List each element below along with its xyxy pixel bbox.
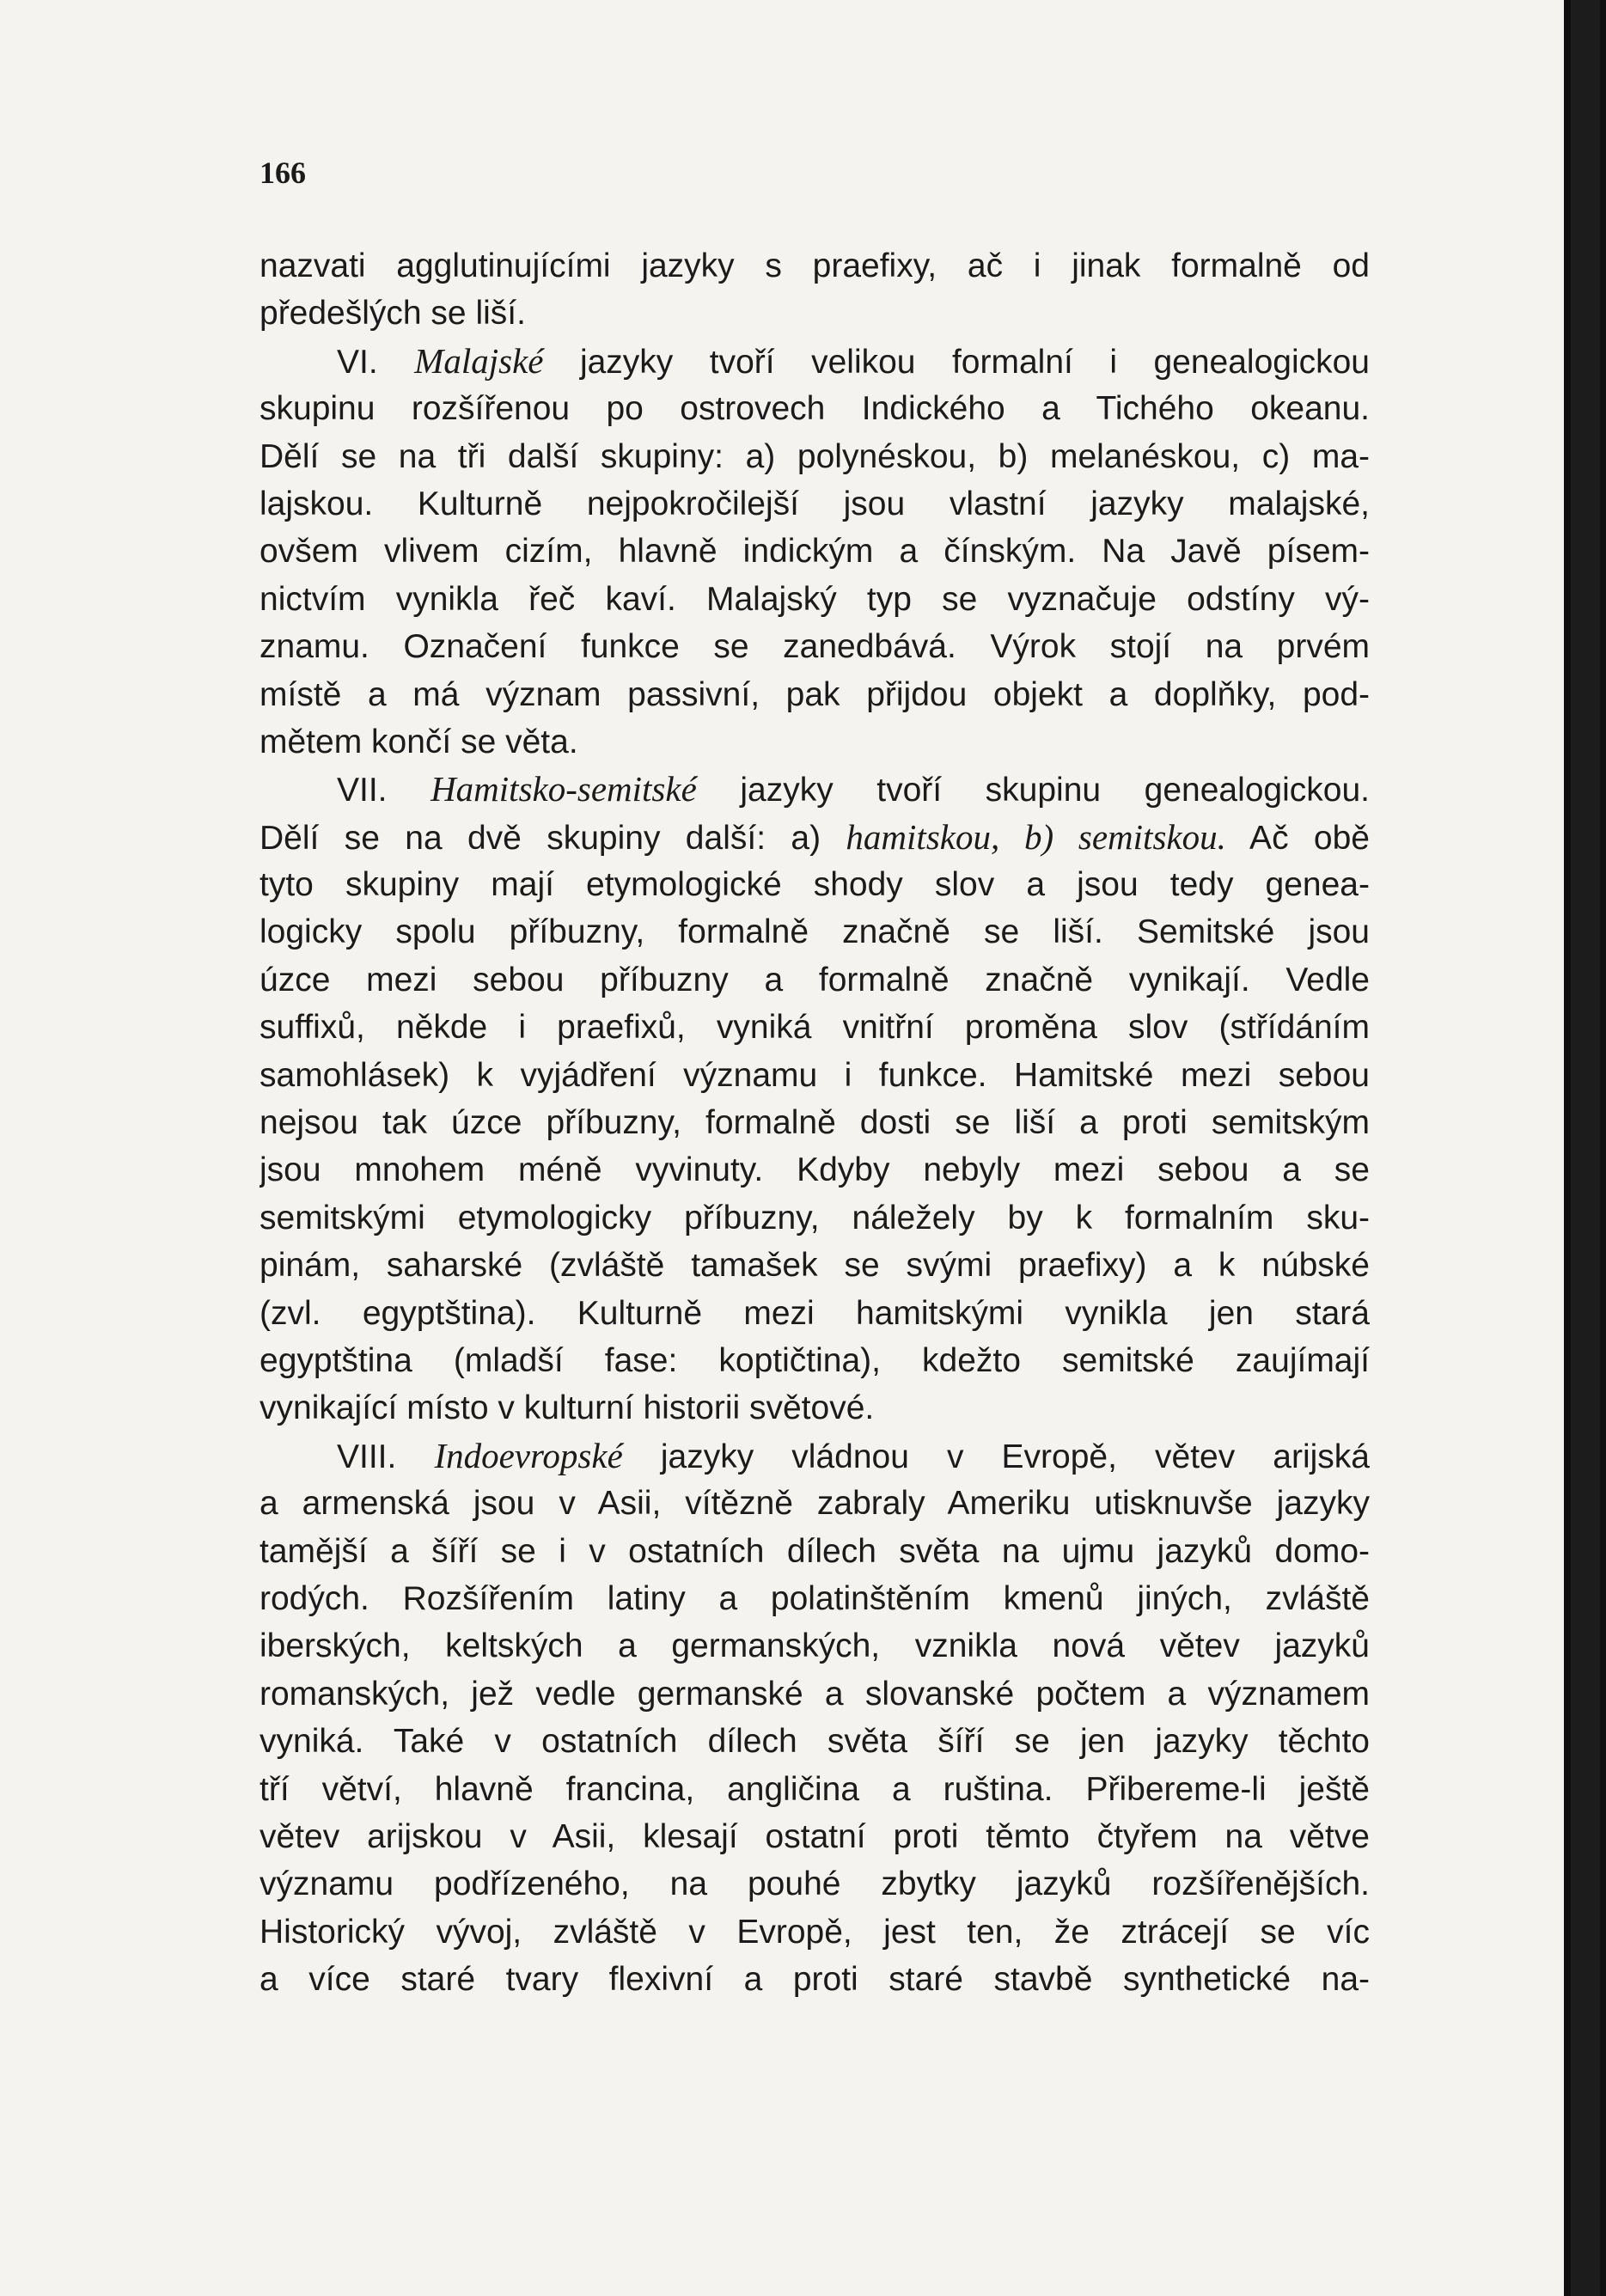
- text-line: [260, 1432, 1370, 1480]
- text-run: egyptština (mladší fase: koptičtina), kdežto semitské zaujímají: [260, 1341, 1370, 1379]
- text-line: [260, 1290, 1370, 1337]
- text-line: [260, 1099, 1370, 1146]
- text-line: [260, 671, 1370, 718]
- text-line: [260, 480, 1370, 528]
- text-run: VII.: [337, 772, 431, 809]
- text-run: rodých. Rozšířením latiny a polatinštěním kmenů jiných, zvláště: [260, 1579, 1370, 1617]
- text-line: [260, 861, 1370, 908]
- text-run: vyniká. Také v ostatních dílech světa šíří se jen jazyky těchto: [260, 1723, 1370, 1761]
- text-run: předešlých se liší.: [260, 295, 526, 333]
- text-line: [260, 528, 1370, 575]
- text-run: samohlásek) k vyjádření významu i funkce. Hamitské mezi sebou: [260, 1056, 1370, 1094]
- italic-term: Indoevropské: [434, 1435, 623, 1475]
- text-line: [260, 1670, 1370, 1718]
- text-line: [260, 1766, 1370, 1813]
- text-line: [260, 433, 1370, 480]
- text-run: jazyky tvoří skupinu genealogickou.: [696, 772, 1370, 809]
- text-run: ovšem vlivem cizím, hlavně indickým a čínským. Na Javě písem-: [260, 533, 1370, 571]
- text-run: romanských, jež vedle germanské a slovanské počtem a významem: [260, 1675, 1370, 1713]
- text-line: [260, 1337, 1370, 1384]
- text-line: [260, 1622, 1370, 1670]
- text-run: semitskými etymologicky příbuzny, náležely by k formalním sku-: [260, 1199, 1370, 1237]
- text-run: větev arijskou v Asii, klesají ostatní proti těmto čtyřem na větve: [260, 1817, 1370, 1855]
- text-run: Ač obě: [1225, 819, 1370, 857]
- text-run: a armenská jsou v Asii, vítězně zabraly Ameriku utisknuvše jazyky: [260, 1485, 1370, 1523]
- text-run: VIII.: [337, 1438, 435, 1475]
- text-run: úzce mezi sebou příbuzny a formalně značně vynikají. Vedle: [260, 961, 1370, 998]
- text-line: [260, 1860, 1370, 1908]
- text-run: znamu. Označení funkce se zanedbává. Výrok stojí na prvém: [260, 628, 1370, 666]
- text-line: [260, 1908, 1370, 1956]
- text-run: pinám, saharské (zvláště tamašek se svými praefixy) a k núbské: [260, 1247, 1370, 1285]
- text-run: nejsou tak úzce příbuzny, formalně dosti se liší a proti semitským: [260, 1104, 1370, 1142]
- text-run: tamější a šíří se i v ostatních dílech světa na ujmu jazyků domo-: [260, 1532, 1370, 1570]
- text-line: [260, 1242, 1370, 1289]
- text-line: [260, 576, 1370, 623]
- text-run: nictvím vynikla řeč kaví. Malajský typ se vyznačuje odstíny vý-: [260, 580, 1370, 618]
- body-text: [260, 242, 1370, 2003]
- text-run: a více staré tvary flexivní a proti staré stavbě synthetické na-: [260, 1961, 1370, 1999]
- text-run: jazyky tvoří velikou formalní i genealogickou: [543, 343, 1370, 381]
- text-run: suffixů, někde i praefixů, vyniká vnitřní proměna slov (střídáním: [260, 1009, 1370, 1047]
- text-run: iberských, keltských a germanských, vznikla nová větev jazyků: [260, 1627, 1370, 1665]
- text-run: nazvati agglutinujícími jazyky s praefixy, ač i jinak formalně od: [260, 247, 1370, 284]
- text-run: Historický vývoj, zvláště v Evropě, jest ten, že ztrácejí se víc: [260, 1913, 1370, 1951]
- text-run: místě a má význam passivní, pak přijdou objekt a doplňky, pod-: [260, 675, 1370, 713]
- text-run: tří větví, hlavně francina, angličina a ruština. Přibereme-li ještě: [260, 1770, 1370, 1808]
- text-line: [260, 1813, 1370, 1860]
- text-line: [260, 1956, 1370, 2003]
- scan-edge: [1564, 0, 1606, 2296]
- text-line: [260, 766, 1370, 813]
- text-run: jazyky vládnou v Evropě, větev arijská: [622, 1438, 1370, 1475]
- text-run: lajskou. Kulturně nejpokročilejší jsou vlastní jazyky malajské,: [260, 485, 1370, 522]
- italic-term: Hamitsko-semitské: [431, 769, 697, 809]
- text-line: [260, 814, 1370, 861]
- text-run: logicky spolu příbuzny, formalně značně se liší. Semitské jsou: [260, 913, 1370, 951]
- text-line: [260, 290, 1370, 337]
- text-run: tyto skupiny mají etymologické shody slov a jsou tedy genea-: [260, 866, 1370, 904]
- text-line: [260, 1718, 1370, 1765]
- text-line: [260, 1146, 1370, 1194]
- text-run: Dělí se na dvě skupiny další: a): [260, 819, 846, 857]
- text-run: jsou mnohem méně vyvinuty. Kdyby nebyly mezi sebou a se: [260, 1151, 1370, 1189]
- text-line: [260, 1480, 1370, 1527]
- text-run: vynikající místo v kulturní historii světové.: [260, 1389, 875, 1427]
- text-run: VI.: [337, 343, 415, 381]
- italic-term: hamitskou, b) semitskou.: [846, 816, 1226, 857]
- text-line: [260, 1528, 1370, 1575]
- text-line: [260, 1575, 1370, 1622]
- text-line: [260, 718, 1370, 766]
- text-run: (zvl. egyptština). Kulturně mezi hamitskými vynikla jen stará: [260, 1294, 1370, 1332]
- text-line: [260, 338, 1370, 385]
- page-number: 166: [260, 156, 306, 190]
- text-line: [260, 1052, 1370, 1099]
- text-run: mětem končí se věta.: [260, 723, 578, 760]
- text-line: [260, 1194, 1370, 1242]
- text-line: [260, 1384, 1370, 1432]
- text-run: Dělí se na tři další skupiny: a) polynéskou, b) melanéskou, c) ma-: [260, 437, 1370, 475]
- text-line: [260, 623, 1370, 670]
- italic-term: Malajské: [414, 340, 544, 381]
- text-line: [260, 1004, 1370, 1051]
- text-line: [260, 908, 1370, 956]
- text-run: skupinu rozšířenou po ostrovech Indického a Tichého okeanu.: [260, 390, 1370, 428]
- text-line: [260, 956, 1370, 1004]
- text-line: [260, 385, 1370, 432]
- text-run: významu podřízeného, na pouhé zbytky jazyků rozšířenějších.: [260, 1865, 1370, 1903]
- text-line: [260, 242, 1370, 290]
